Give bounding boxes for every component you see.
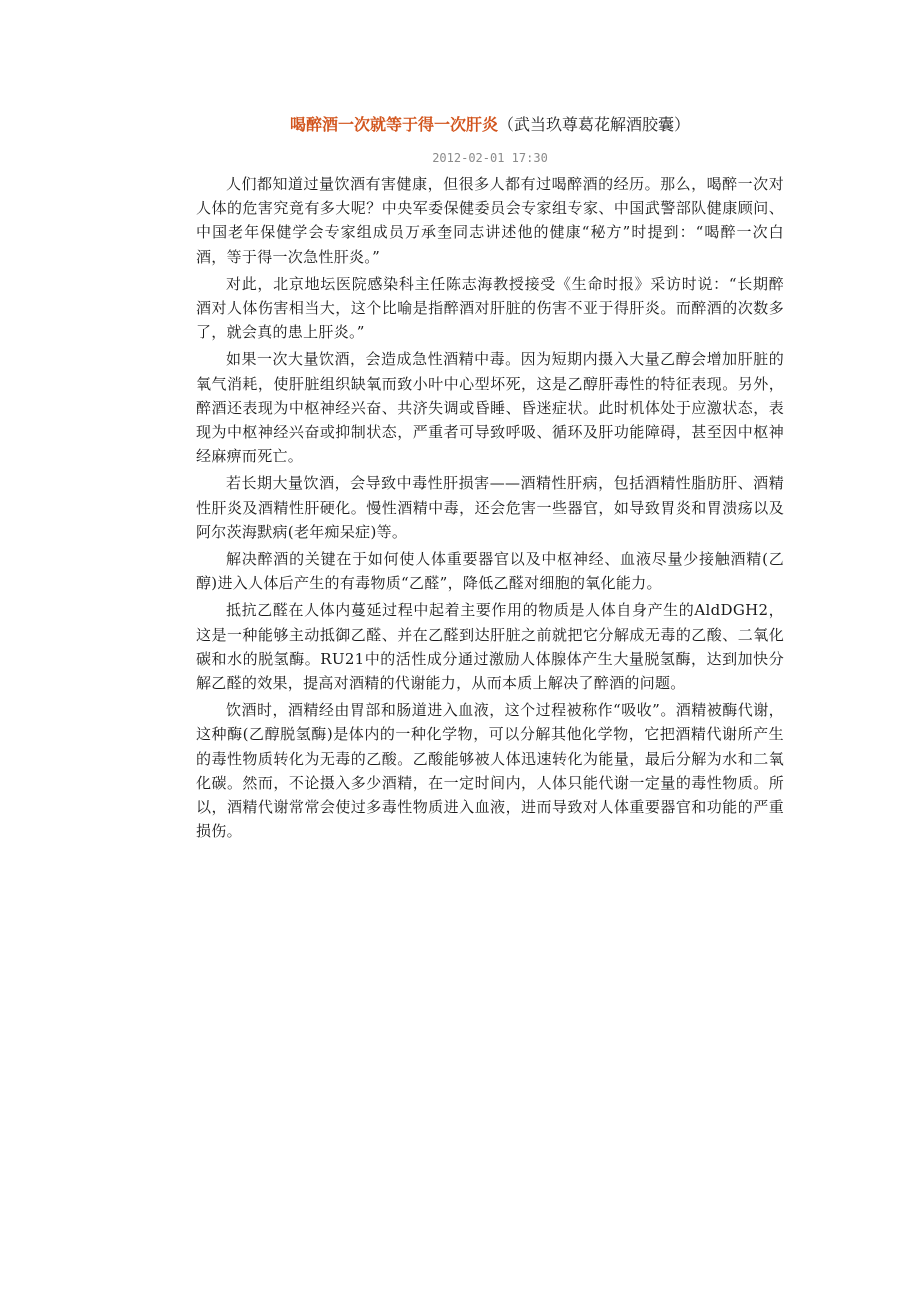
paragraph: 抵抗乙醛在人体内蔓延过程中起着主要作用的物质是人体自身产生的AldDGH2，这是一种能够主动抵御乙醛、并在乙醛到达肝脏之前就把它分解成无毒的乙酸、二氧化碳和水的脱氢酶。RU21中的活性成分通过激励人体腺体产生大量脱氢酶，达到加快分解乙醛的效果，提高对酒精的代谢能力，从而本质上解决了醉酒的问题。: [196, 601, 784, 693]
article-body: [196, 172, 784, 843]
paragraph: 若长期大量饮酒，会导致中毒性肝损害——酒精性肝病，包括酒精性脂肪肝、酒精性肝炎及酒精性肝硬化。慢性酒精中毒，还会危害一些器官，如导致胃炎和胃溃疡以及阿尔茨海默病(老年痴呆症)等。: [196, 474, 784, 541]
paragraph: 对此，北京地坛医院感染科主任陈志海教授接受《生命时报》采访时说：“长期醉酒对人体伤害相当大，这个比喻是指醉酒对肝脏的伤害不亚于得肝炎。而醉酒的次数多了，就会真的患上肝炎。”: [196, 274, 784, 342]
article-date: 2012-02-01 17:30: [432, 151, 548, 165]
paragraph: 人们都知道过量饮酒有害健康，但很多人都有过喝醉酒的经历。那么，喝醉一次对人体的危害究竟有多大呢？中央军委保健委员会专家组专家、中国武警部队健康顾问、中国老年保健学会专家组成员万承奎同志讲述他的健康“秘方”时提到：“喝醉一次白酒，等于得一次急性肝炎。”: [196, 175, 784, 266]
article-title-subtitle: （武当玖尊葛花解酒胶囊）: [498, 115, 691, 134]
paragraph: 如果一次大量饮酒，会造成急性酒精中毒。因为短期内摄入大量乙醇会增加肝脏的氧气消耗，使肝脏组织缺氧而致小叶中心型坏死，这是乙醇肝毒性的特征表现。另外，醉酒还表现为中枢神经兴奋、共济失调或昏睡、昏迷症状。此时机体处于应激状态，表现为中枢神经兴奋或抑制状态，严重者可导致呼吸、循环及肝功能障碍，甚至因中枢神经麻痹而死亡。: [196, 350, 784, 466]
document-page: [196, 112, 784, 846]
paragraph: 解决醉酒的关键在于如何使人体重要器官以及中枢神经、血液尽量少接触酒精(乙醇)进入人体后产生的有毒物质“乙醛”，降低乙醛对细胞的氧化能力。: [196, 550, 784, 593]
paragraph: 饮酒时，酒精经由胃部和肠道进入血液，这个过程被称作“吸收”。酒精被酶代谢，这种酶(乙醇脱氢酶)是体内的一种化学物，可以分解其他化学物，它把酒精代谢所产生的毒性物质转化为无毒的乙酸。乙酸能够被人体迅速转化为能量，最后分解为水和二氧化碳。然而，不论摄入多少酒精，在一定时间内，人体只能代谢一定量的毒性物质。所以，酒精代谢常常会使过多毒性物质进入血液，进而导致对人体重要器官和功能的严重损伤。: [196, 701, 784, 841]
article-title-main: 喝醉酒一次就等于得一次肝炎: [289, 115, 498, 134]
article-title: [196, 112, 784, 138]
